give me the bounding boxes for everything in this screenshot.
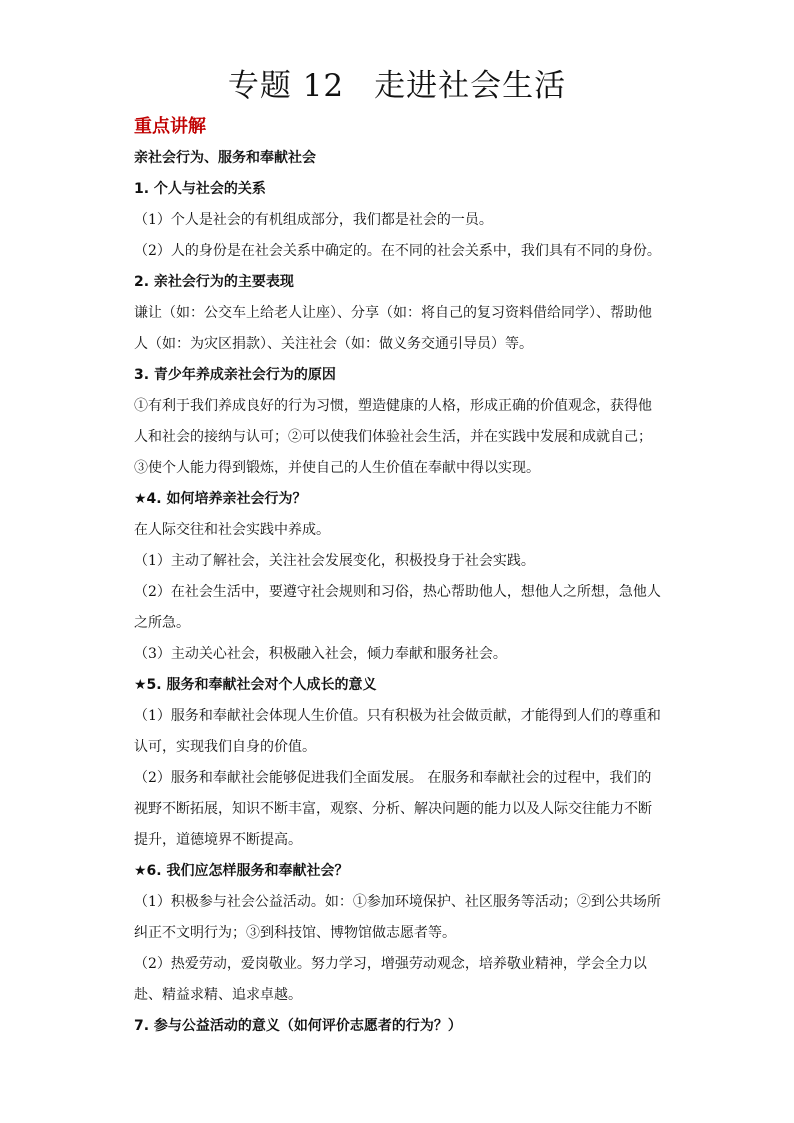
body-text-line: （1）个人是社会的有机组成部分，我们都是社会的一员。 [134,212,493,228]
body-text-line: ③使个人能力得到锻炼，并使自己的人生价值在奉献中得以实现。 [134,460,540,476]
body-text-line: （1）服务和奉献社会体现人生价值。只有积极为社会做贡献，才能得到人们的尊重和 [134,708,661,724]
body-text-line: （2）热爱劳动，爱岗敬业。努力学习，增强劳动观念，培养敬业精神，学会全力以 [134,956,647,972]
body-text-line: 谦让（如：公交车上给老人让座）、分享（如：将自己的复习资料借给同学）、帮助他 [134,305,652,321]
section-heading: 重点讲解 [134,116,206,137]
document-body [134,143,674,1042]
body-text-line: （2）在社会生活中，要遵守社会规则和习俗，热心帮助他人，想他人之所想，急他人 [134,584,661,600]
body-text-line: 之所急。 [134,615,190,631]
title-text: 走进社会生活 [374,68,567,104]
subheading-line: 1. 个人与社会的关系 [134,181,266,197]
body-text-line: 人（如：为灾区捐款）、关注社会（如：做义务交通引导员）等。 [134,336,533,352]
subheading-line: 3. 青少年养成亲社会行为的原因 [134,367,336,383]
body-text-line: 在人际交往和社会实践中养成。 [134,522,330,538]
subheading-line: ★4. 如何培养亲社会行为？ [134,491,307,507]
subheading-line: 7. 参与公益活动的意义（如何评价志愿者的行为？） [134,1018,462,1034]
body-text-line: 视野不断拓展，知识不断丰富，观察、分析、解决问题的能力以及人际交往能力不断 [134,801,652,817]
body-text-line: （3）主动关心社会，积极融入社会，倾力奉献和服务社会。 [134,646,507,662]
body-text-line: 赴、精益求精、追求卓越。 [134,987,302,1003]
body-text-line: （2）人的身份是在社会关系中确定的。在不同的社会关系中，我们具有不同的身份。 [134,243,661,259]
body-text-line: （2）服务和奉献社会能够促进我们全面发展。 在服务和奉献社会的过程中，我们的 [134,770,652,786]
subheading-line: 亲社会行为、服务和奉献社会 [134,150,316,166]
body-text-line: 认可，实现我们自身的价值。 [134,739,316,755]
subheading-line: 2. 亲社会行为的主要表现 [134,274,294,290]
body-text-line: （1）主动了解社会，关注社会发展变化，积极投身于社会实践。 [134,553,535,569]
page-title [0,60,794,105]
title-number: 专题 12 [227,68,345,104]
subheading-line: ★5. 服务和奉献社会对个人成长的意义 [134,677,377,693]
body-text-line: （1）积极参与社会公益活动。如：①参加环境保护、社区服务等活动；②到公共场所 [134,894,661,910]
body-text-line: 人和社会的接纳与认可；②可以使我们体验社会生活，并在实践中发展和成就自己； [134,429,652,445]
body-text-line: 纠正不文明行为；③到科技馆、博物馆做志愿者等。 [134,925,456,941]
subheading-line: ★6. 我们应怎样服务和奉献社会？ [134,863,349,879]
body-text-line: ①有利于我们养成良好的行为习惯，塑造健康的人格，形成正确的价值观念，获得他 [134,398,652,414]
body-text-line: 提升，道德境界不断提高。 [134,832,302,848]
